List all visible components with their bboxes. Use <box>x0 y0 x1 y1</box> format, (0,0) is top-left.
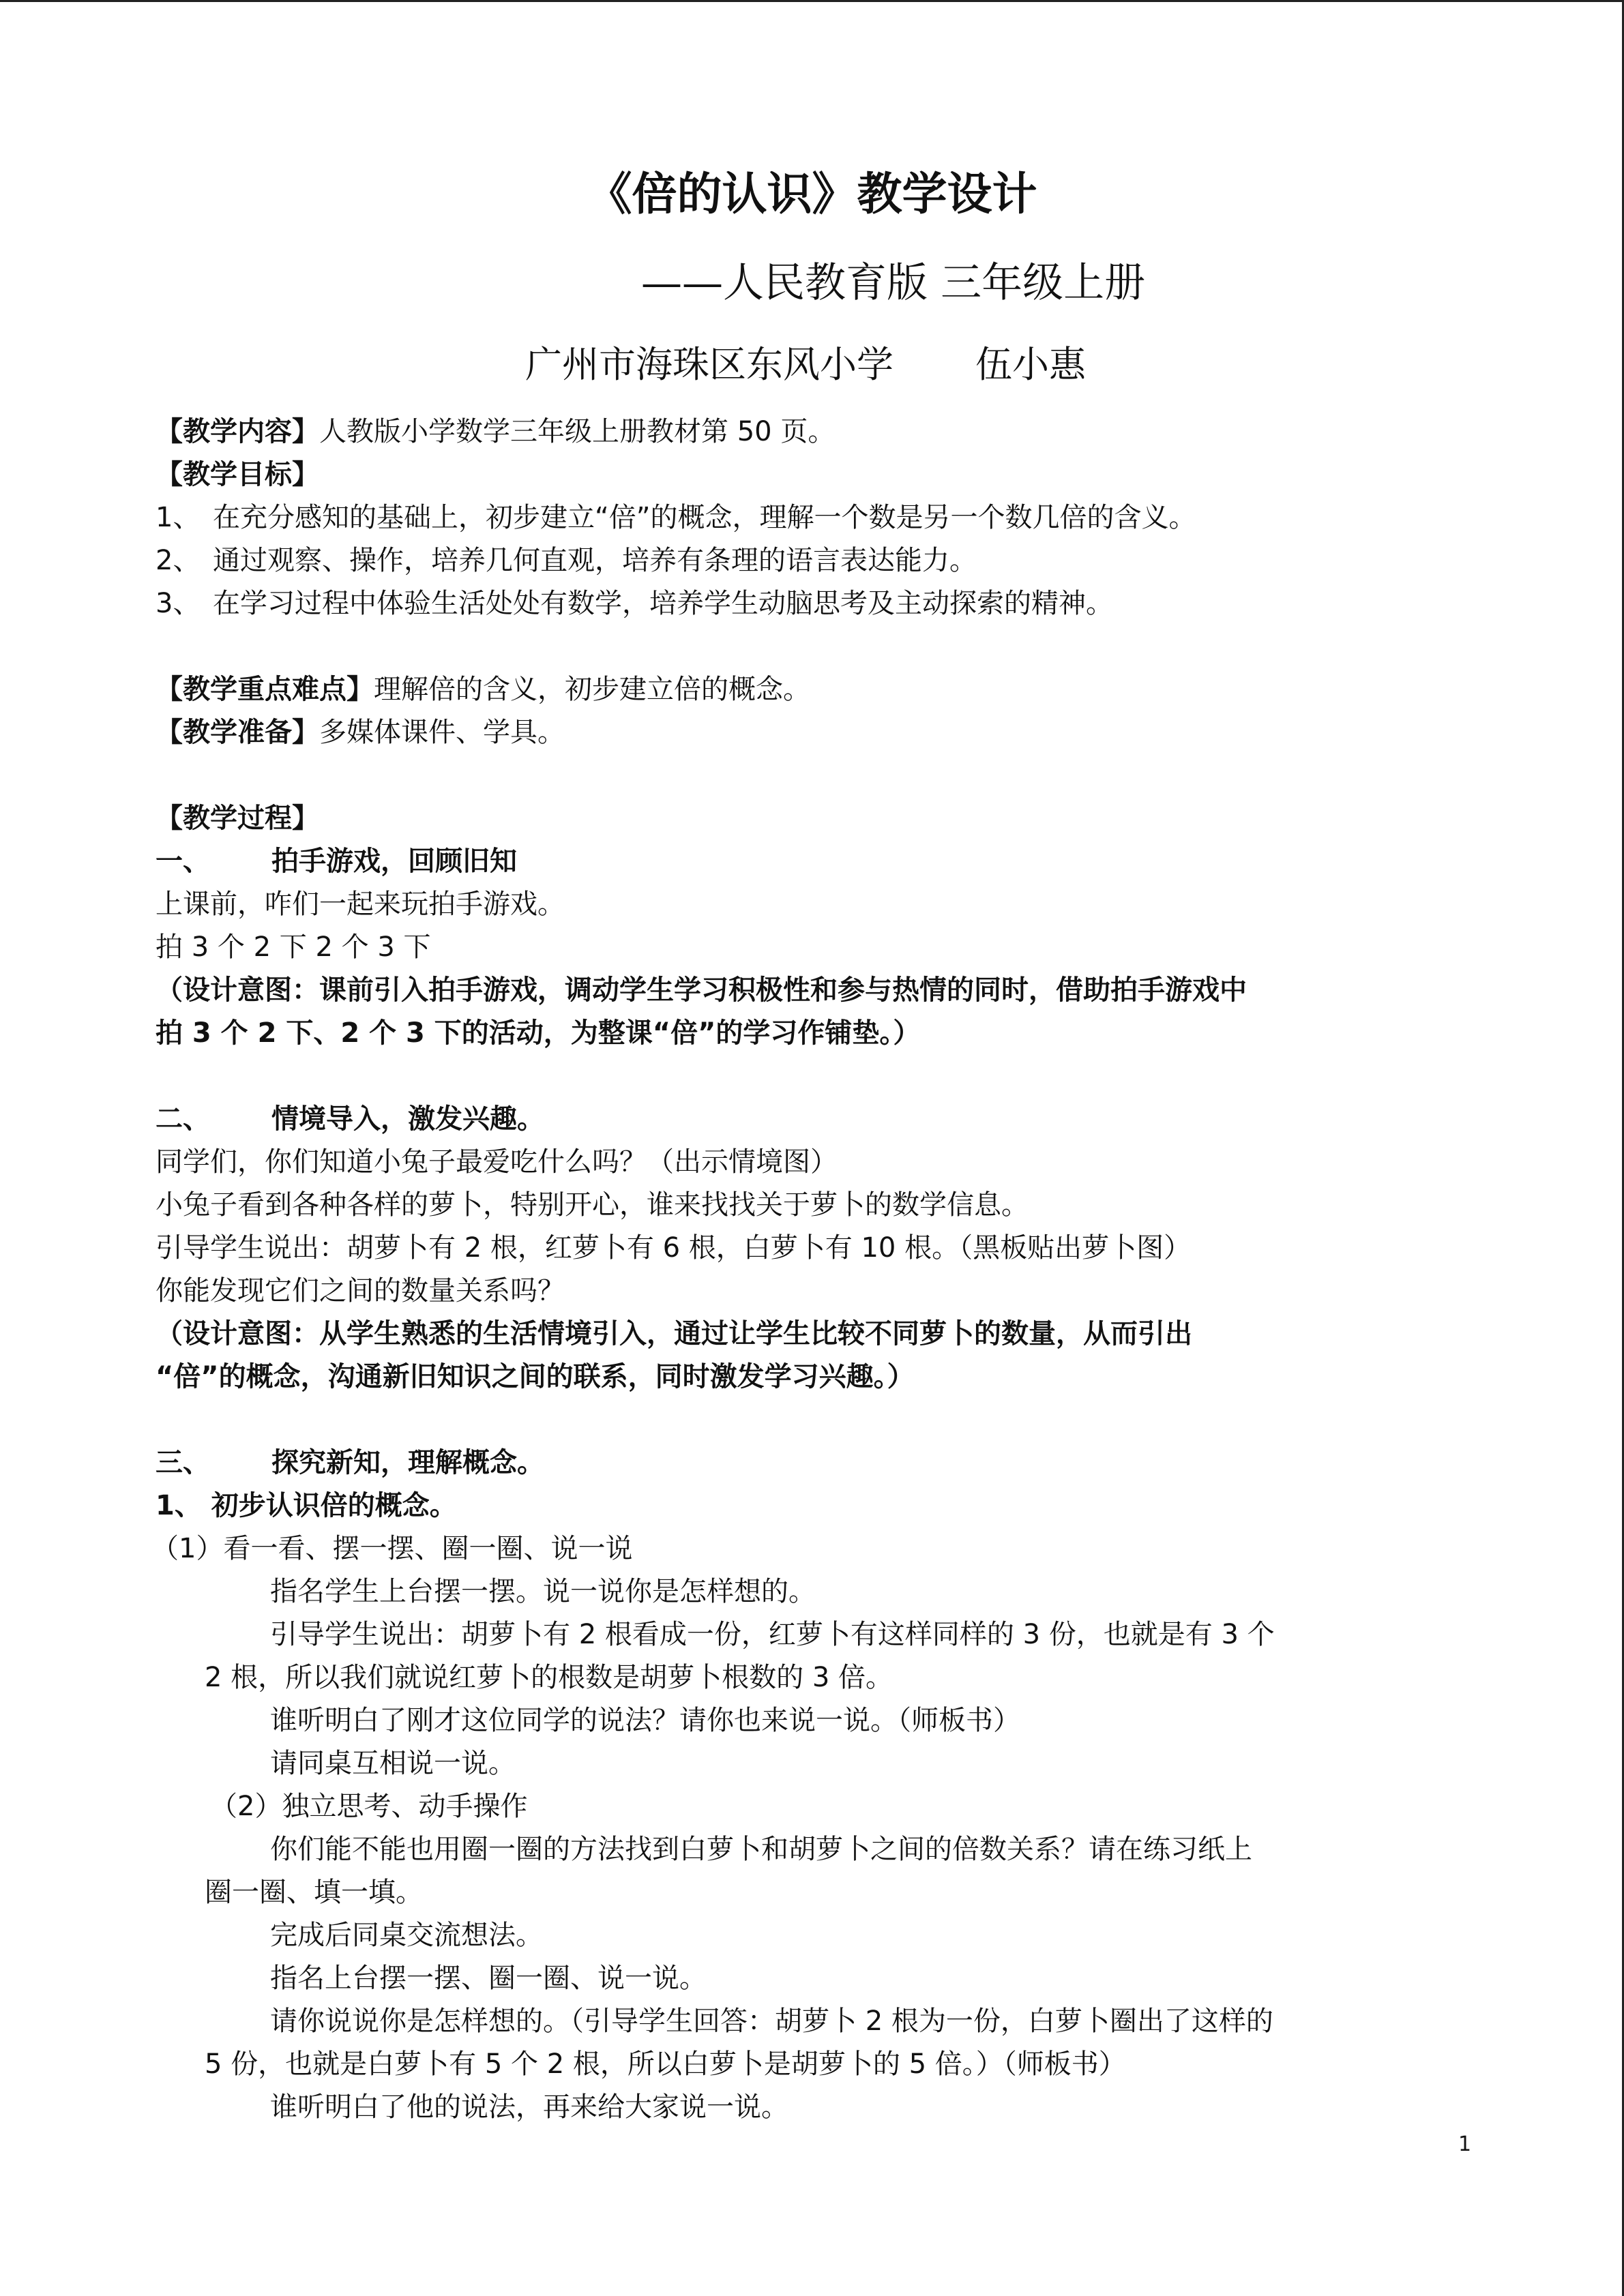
document-title: 《倍的认识》教学设计 <box>587 168 1037 220</box>
paragraph: 圈一圈、填一填。 <box>205 1877 423 1908</box>
design-intent: （设计意图：课前引入拍手游戏，调动学生学习积极性和参与热情的同时，借助拍手游戏中 <box>156 974 1247 1006</box>
label-teaching-process: 【教学过程】 <box>156 803 319 834</box>
section-title: 拍手游戏，回顾旧知 <box>271 846 517 877</box>
goal-number: 3、 <box>156 588 201 619</box>
document-subtitle: ——人民教育版 三年级上册 <box>641 259 1146 307</box>
paragraph: 谁听明白了他的说法，再来给大家说一说。 <box>270 2091 788 2123</box>
paragraph: 上课前，咋们一起来玩拍手游戏。 <box>156 889 565 920</box>
page-border-top <box>0 0 1624 2</box>
paragraph: 引导学生说出：胡萝卜有 2 根，红萝卜有 6 根，白萝卜有 10 根。（黑板贴出萝卜图） <box>156 1232 1192 1264</box>
page-number: 1 <box>1458 2132 1472 2156</box>
teaching-preparation <box>156 711 1506 754</box>
label-key-points: 【教学重点难点】 <box>156 674 374 705</box>
paragraph: 完成后同桌交流想法。 <box>270 1920 543 1951</box>
author-line <box>525 338 1514 392</box>
paragraph: 你们能不能也用圈一圈的方法找到白萝卜和胡萝卜之间的倍数关系？请在练习纸上 <box>270 1834 1252 1865</box>
goal-text: 通过观察、操作，培养几何直观，培养有条理的语言表达能力。 <box>213 545 977 576</box>
text-teaching-content: 人教版小学数学三年级上册教材第 50 页。 <box>319 416 836 447</box>
section-number: 三、 <box>156 1447 210 1478</box>
design-intent: “倍”的概念，沟通新旧知识之间的联系，同时激发学习兴趣。） <box>156 1361 915 1392</box>
section-number: 二、 <box>156 1103 210 1135</box>
design-intent: （设计意图：从学生熟悉的生活情境引入，通过让学生比较不同萝卜的数量，从而引出 <box>156 1318 1192 1350</box>
label-teaching-content: 【教学内容】 <box>156 416 319 447</box>
teaching-content <box>156 411 1506 453</box>
paragraph: 拍 3 个 2 下 2 个 3 下 <box>156 931 431 963</box>
paragraph: 指名上台摆一摆、圈一圈、说一说。 <box>270 1963 707 1994</box>
teaching-key-points <box>156 668 1506 711</box>
text-preparation: 多媒体课件、学具。 <box>319 717 565 748</box>
label-teaching-goals: 【教学目标】 <box>156 459 319 490</box>
section-heading <box>156 840 1506 883</box>
paragraph: 谁听明白了刚才这位同学的说法？请你也来说一说。（师板书） <box>270 1705 1020 1736</box>
part-title: （2）独立思考、动手操作 <box>210 1791 528 1822</box>
goal-item <box>156 539 1506 582</box>
paragraph: 请同桌互相说一说。 <box>270 1748 516 1779</box>
goal-text: 在学习过程中体验生活处处有数学，培养学生动脑思考及主动探索的精神。 <box>213 588 1113 619</box>
goal-item <box>156 582 1506 625</box>
paragraph: 同学们，你们知道小兔子最爱吃什么吗？（出示情境图） <box>156 1146 838 1178</box>
paragraph: 请你说说你是怎样想的。（引导学生回答：胡萝卜 2 根为一份，白萝卜圈出了这样的 <box>270 2006 1273 2037</box>
author-school: 广州市海珠区东风小学 <box>525 343 894 386</box>
goal-text: 在充分感知的基础上，初步建立“倍”的概念，理解一个数是另一个数几倍的含义。 <box>213 502 1196 533</box>
goal-item <box>156 496 1506 539</box>
paragraph: 小兔子看到各种各样的萝卜，特别开心，谁来找找关于萝卜的数学信息。 <box>156 1189 1029 1221</box>
paragraph: 引导学生说出：胡萝卜有 2 根看成一份，红萝卜有这样同样的 3 份，也就是有 3 个 <box>270 1619 1275 1650</box>
paragraph: 2 根，所以我们就说红萝卜的根数是胡萝卜根数的 3 倍。 <box>205 1662 894 1693</box>
design-intent: 拍 3 个 2 下、2 个 3 下的活动，为整课“倍”的学习作铺垫。） <box>156 1017 921 1049</box>
section-title: 探究新知，理解概念。 <box>271 1447 544 1478</box>
paragraph: 指名学生上台摆一摆。说一说你是怎样想的。 <box>270 1576 816 1607</box>
text-key-points: 理解倍的含义，初步建立倍的概念。 <box>374 674 810 705</box>
section-heading <box>156 1442 1506 1485</box>
part-title: （1）看一看、摆一摆、圈一圈、说一说 <box>151 1533 633 1564</box>
document-body <box>151 411 1506 2129</box>
section-heading <box>156 1098 1506 1141</box>
goal-number: 2、 <box>156 545 201 576</box>
section-title: 情境导入，激发兴趣。 <box>271 1103 544 1135</box>
paragraph: 你能发现它们之间的数量关系吗？ <box>156 1275 565 1307</box>
subsection-heading: 1、 初步认识倍的概念。 <box>156 1490 457 1521</box>
goal-number: 1、 <box>156 502 201 533</box>
paragraph: 5 份，也就是白萝卜有 5 个 2 根，所以白萝卜是胡萝卜的 5 倍。）（师板书） <box>205 2048 1126 2080</box>
label-preparation: 【教学准备】 <box>156 717 319 748</box>
author-name: 伍小惠 <box>975 343 1086 386</box>
section-number: 一、 <box>156 846 210 877</box>
